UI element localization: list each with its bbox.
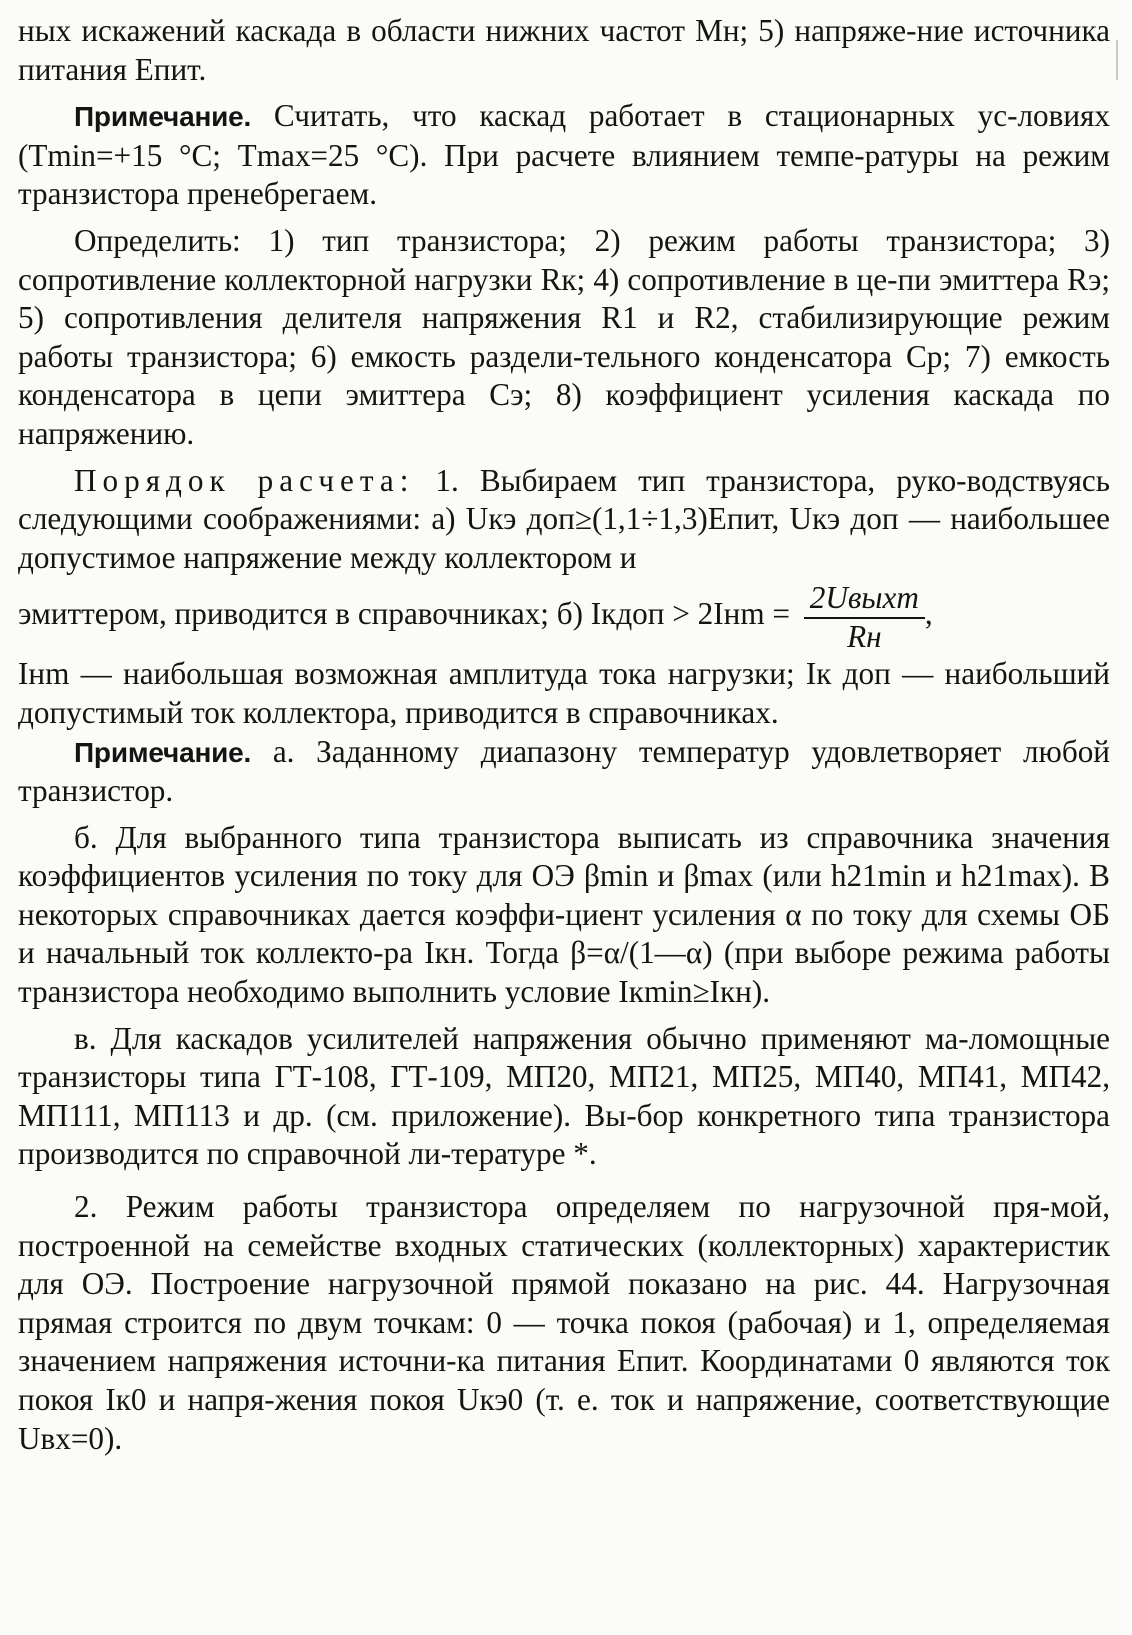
formula-fraction [804, 579, 925, 655]
paragraph-1 [18, 12, 1110, 89]
formula-prefix: эмиттером, приводится в справочниках; б) Iкдоп > 2Iнm = [18, 596, 790, 632]
scan-edge-mark [1116, 40, 1124, 80]
paragraph-5 [18, 655, 1110, 732]
paragraph-8 [18, 1020, 1110, 1174]
paragraph-9-text: 2. Режим работы транзистора определяем по нагрузочной пря-мой, построенной на семействе входных статических (коллекторных) характеристик для ОЭ. Построение нагрузочной прямой показано на рис. 44. Нагрузочная прямая строится по двум точкам: 0 — точка покоя (рабочая) и 1, определяемая значением напряжения источни-ка питания Eпит. Координатами 0 являются ток покоя Iк0 и напря-жения покоя Uкэ0 (т. е. ток и напряжение, соответствующие Uвх=0). [18, 1189, 1110, 1456]
paragraph-6-text: а. Заданному диапазону температур удовлетворяет любой транзистор. [18, 733, 1110, 809]
paragraph-8-text: в. Для каскадов усилителей напряжения обычно применяют ма-ломощные транзисторы типа ГТ-108, ГТ-109, МП20, МП21, МП25, МП40, МП41, МП42, МП111, МП113 и др. (см. приложение). Вы-бор конкретного типа транзистора производится по справочной ли-тературе *. [18, 1020, 1110, 1172]
paragraph-5-text: Iнm — наибольшая возможная амплитуда тока нагрузки; Iк доп — наибольший допустимый ток коллектора, приводится в справочниках. [18, 656, 1110, 730]
paragraph-2-text: Считать, что каскад работает в стационарных ус-ловиях (Tmin=+15 °С; Tmax=25 °С). При расчете влиянием темпе-ратуры на режим транзистора пренебрегаем. [18, 98, 1110, 212]
paragraph-1-text: ных искажений каскада в области нижних частот Mн; 5) напряже-ние источника питания Eпит. [18, 13, 1110, 87]
paragraph-4-text: 1. Выбираем тип транзистора, руко-водствуясь следующими соображениями: а) Uкэ доп≥(1,1÷1,3)Eпит, Uкэ доп — наибольшее допустимое напряжение между коллектором и [18, 462, 1110, 575]
paragraph-2-note [18, 97, 1110, 214]
procedure-lead: Порядок расчета: [74, 462, 415, 498]
paragraph-7-text: б. Для выбранного типа транзистора выписать из справочника значения коэффициентов усиления по току для ОЭ βmin и βmax (или h21min и h21max). В некоторых справочниках дается коэффи-циент усиления α по току для схемы ОБ и начальный ток коллекто-ра Iкн. Тогда β=α/(1—α) (при выборе режима работы транзистора необходимо выполнить условие Iкmin≥Iкн). [18, 819, 1110, 1010]
formula-line [18, 579, 1110, 655]
paragraph-6-note [18, 733, 1110, 811]
paragraph-9 [18, 1188, 1110, 1458]
paragraph-4-procedure [18, 462, 1110, 578]
formula-suffix: , [924, 596, 933, 632]
paragraph-3-text: Определить: 1) тип транзистора; 2) режим работы транзистора; 3) сопротивление коллекторной нагрузки Rк; 4) сопротивление в це-пи эмиттера Rэ; 5) сопротивления делителя напряжения R1 и R2, стабилизирующие режим работы транзистора; 6) емкость раздели-тельного конденсатора Cр; 7) емкость конденсатора в цепи эмиттера Cэ; 8) коэффициент усиления каскада по напряжению. [18, 222, 1110, 451]
paragraph-3-tasks [18, 222, 1110, 454]
note-lead-2: Примечание. [74, 736, 252, 768]
paragraph-7 [18, 819, 1110, 1012]
formula-denominator: Rн [847, 619, 882, 655]
formula-numerator: 2Uвыхm [804, 579, 925, 619]
note-lead-1: Примечание. [74, 101, 252, 133]
